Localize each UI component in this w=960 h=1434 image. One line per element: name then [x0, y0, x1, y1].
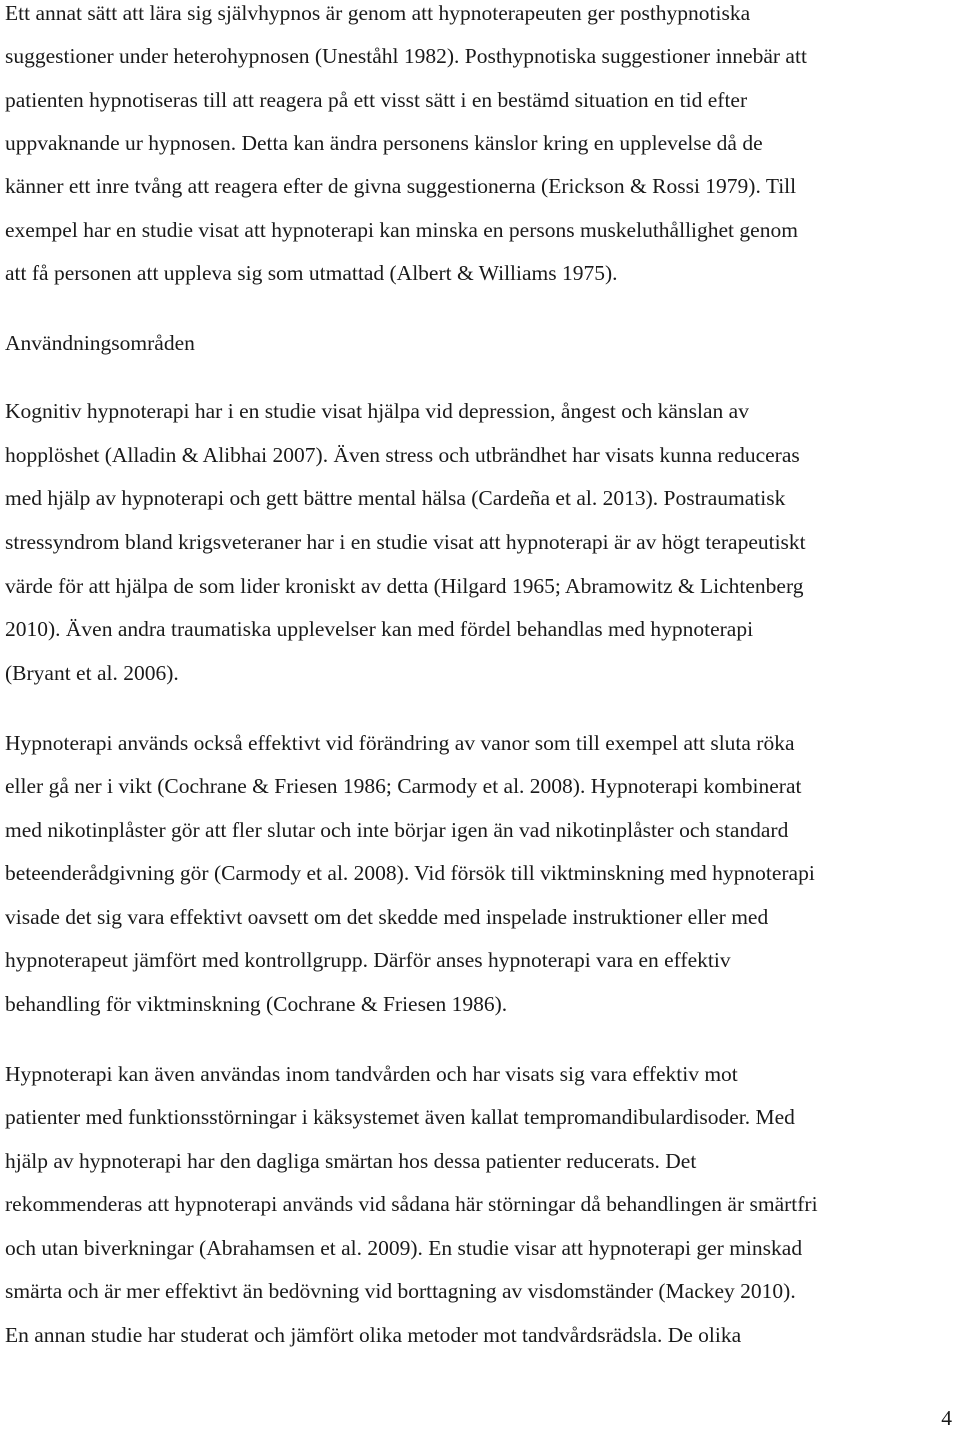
- text-line: rekommenderas att hypnoterapi används vid sådana här störningar då behandlingen är smärtfri: [5, 1192, 818, 1216]
- text-line: suggestioner under heterohypnosen (Uneståhl 1982). Posthypnotiska suggestioner innebär att: [5, 44, 807, 68]
- text-line: patienter med funktionsstörningar i käksystemet även kallat tempromandibulardisoder. Med: [5, 1105, 795, 1129]
- text-line: Ett annat sätt att lära sig självhypnos är genom att hypnoterapeuten ger posthypnotiska: [5, 1, 751, 25]
- text-line: En annan studie har studerat och jämfört olika metoder mot tandvårdsrädsla. De olika: [5, 1323, 742, 1347]
- text-line: visade det sig vara effektivt oavsett om det skedde med inspelade instruktioner eller med: [5, 905, 769, 929]
- text-line: (Bryant et al. 2006).: [5, 661, 179, 685]
- text-line: med hjälp av hypnoterapi och gett bättre mental hälsa (Cardeña et al. 2013). Postraumatisk: [5, 486, 786, 510]
- text-line: exempel har en studie visat att hypnoterapi kan minska en persons muskeluthållighet genom: [5, 218, 798, 242]
- text-line: hjälp av hypnoterapi har den dagliga smärtan hos dessa patienter reducerats. Det: [5, 1149, 697, 1173]
- text-line: hypnoterapeut jämfört med kontrollgrupp. Därför anses hypnoterapi vara en effektiv: [5, 948, 731, 972]
- text-line: hopplöshet (Alladin & Alibhai 2007). Även stress och utbrändhet har visats kunna reduceras: [5, 443, 800, 467]
- text-line: att få personen att uppleva sig som utmattad (Albert & Williams 1975).: [5, 261, 618, 285]
- text-line: känner ett inre tvång att reagera efter de givna suggestionerna (Erickson & Rossi 1979). Till: [5, 174, 797, 198]
- text-line: uppvaknande ur hypnosen. Detta kan ändra personens känslor kring en upplevelse då de: [5, 131, 763, 155]
- text-line: värde för att hjälpa de som lider kroniskt av detta (Hilgard 1965; Abramowitz & Lichtenberg: [5, 574, 804, 598]
- text-line: 2010). Även andra traumatiska upplevelser kan med fördel behandlas med hypnoterapi: [5, 617, 754, 641]
- text-line: patienten hypnotiseras till att reagera på ett visst sätt i en bestämd situation en tid efter: [5, 88, 748, 112]
- text-line: behandling för viktminskning (Cochrane & Friesen 1986).: [5, 992, 508, 1016]
- heading-text: Användningsområden: [5, 331, 195, 355]
- text-line: eller gå ner i vikt (Cochrane & Friesen 1986; Carmody et al. 2008). Hypnoterapi kombinerat: [5, 774, 802, 798]
- text-line: och utan biverkningar (Abrahamsen et al. 2009). En studie visar att hypnoterapi ger minskad: [5, 1236, 803, 1260]
- page-number: 4: [941, 1406, 952, 1430]
- text-line: Hypnoterapi kan även användas inom tandvården och har visats sig vara effektiv mot: [5, 1062, 738, 1086]
- text-line: Hypnoterapi används också effektivt vid förändring av vanor som till exempel att sluta röka: [5, 731, 795, 755]
- text-line: smärta och är mer effektivt än bedövning vid borttagning av visdomständer (Mackey 2010).: [5, 1279, 796, 1303]
- text-line: Kognitiv hypnoterapi har i en studie visat hjälpa vid depression, ångest och känslan av: [5, 399, 749, 423]
- text-line: stressyndrom bland krigsveteraner har i en studie visat att hypnoterapi är av högt terapeutiskt: [5, 530, 806, 554]
- text-line: med nikotinplåster gör att fler slutar och inte börjar igen än vad nikotinplåster och standard: [5, 818, 789, 842]
- text-line: beteenderådgivning gör (Carmody et al. 2008). Vid försök till viktminskning med hypnoterapi: [5, 861, 815, 885]
